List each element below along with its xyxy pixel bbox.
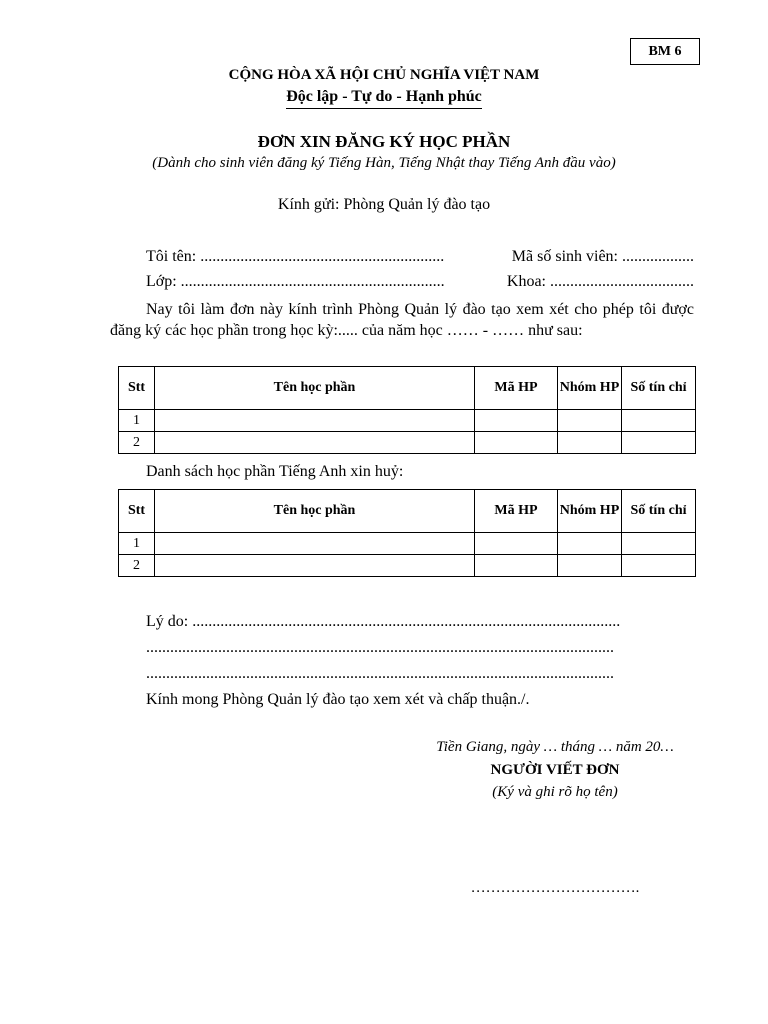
faculty-field[interactable]: Khoa: ....................................	[506, 273, 694, 290]
closing-statement: Kính mong Phòng Quản lý đào tạo xem xét và chấp thuận./.	[146, 691, 530, 708]
request-paragraph	[110, 299, 694, 341]
credits-cell[interactable]	[622, 533, 696, 555]
form-code-box	[630, 38, 700, 65]
student-name-field[interactable]: Tôi tên: .............................................................	[146, 248, 445, 265]
name-id-row	[146, 248, 694, 266]
table-header-row	[119, 367, 696, 410]
motto: Độc lập - Tự do - Hạnh phúc	[286, 88, 482, 109]
credits-cell[interactable]	[622, 432, 696, 454]
table-row	[119, 410, 696, 432]
form-code: BM 6	[648, 43, 682, 59]
motto-wrapper	[0, 88, 768, 109]
group-cell[interactable]	[558, 432, 622, 454]
request-text: Nay tôi làm đơn này kính trình Phòng Quản lý đào tạo xem xét cho phép tôi được đăng ký các học phần trong học kỳ:..... của năm học …… - …… như sau:	[110, 301, 694, 339]
page-subtitle: (Dành cho sinh viên đăng ký Tiếng Hàn, Tiếng Nhật thay Tiếng Anh đầu vào)	[152, 155, 616, 171]
header-course-name: Tên học phần	[155, 490, 475, 533]
header-stt: Stt	[119, 367, 155, 410]
cancel-heading: Danh sách học phần Tiếng Anh xin huỷ:	[146, 463, 404, 480]
course-code-cell[interactable]	[475, 533, 558, 555]
student-id-field[interactable]: Mã số sinh viên: ..................	[511, 248, 694, 265]
reason-field[interactable]: Lý do: ...........................................................................................................	[146, 613, 621, 630]
reason-line-2[interactable]: .....................................................................................................................	[146, 639, 614, 656]
header-stt: Stt	[119, 490, 155, 533]
credits-cell[interactable]	[622, 555, 696, 577]
row-stt: 1	[119, 410, 155, 432]
header-group: Nhóm HP	[558, 490, 622, 533]
signer-title: NGƯỜI VIẾT ĐƠN	[490, 762, 620, 778]
table-row	[119, 533, 696, 555]
course-name-cell[interactable]	[155, 533, 475, 555]
row-stt: 2	[119, 432, 155, 454]
group-cell[interactable]	[558, 533, 622, 555]
header-group: Nhóm HP	[558, 367, 622, 410]
recipient-line: Kính gửi: Phòng Quản lý đào tạo	[277, 196, 491, 213]
header-course-code: Mã HP	[475, 490, 558, 533]
nation-heading: CỘNG HÒA XÃ HỘI CHỦ NGHĨA VIỆT NAM	[228, 67, 540, 83]
register-course-table	[118, 366, 696, 454]
table-row	[119, 555, 696, 577]
course-name-cell[interactable]	[155, 555, 475, 577]
signature-line[interactable]: …………………………….	[470, 880, 640, 896]
class-field[interactable]: Lớp: ..................................................................	[146, 273, 445, 290]
table-header-row	[119, 490, 696, 533]
header-credits: Số tín chỉ	[622, 367, 696, 410]
header-course-name: Tên học phần	[155, 367, 475, 410]
group-cell[interactable]	[558, 555, 622, 577]
reason-line-3[interactable]: .....................................................................................................................	[146, 665, 614, 682]
row-stt: 2	[119, 555, 155, 577]
row-stt: 1	[119, 533, 155, 555]
header-course-code: Mã HP	[475, 367, 558, 410]
table-row	[119, 432, 696, 454]
course-name-cell[interactable]	[155, 410, 475, 432]
header-credits: Số tín chỉ	[622, 490, 696, 533]
page-title: ĐƠN XIN ĐĂNG KÝ HỌC PHẦN	[257, 132, 511, 151]
place-date[interactable]: Tiền Giang, ngày … tháng … năm 20…	[436, 739, 674, 755]
course-code-cell[interactable]	[475, 432, 558, 454]
course-code-cell[interactable]	[475, 410, 558, 432]
class-faculty-row	[146, 273, 694, 291]
credits-cell[interactable]	[622, 410, 696, 432]
course-name-cell[interactable]	[155, 432, 475, 454]
cancel-course-table	[118, 489, 696, 577]
signature-note: (Ký và ghi rõ họ tên)	[492, 784, 618, 800]
course-code-cell[interactable]	[475, 555, 558, 577]
group-cell[interactable]	[558, 410, 622, 432]
